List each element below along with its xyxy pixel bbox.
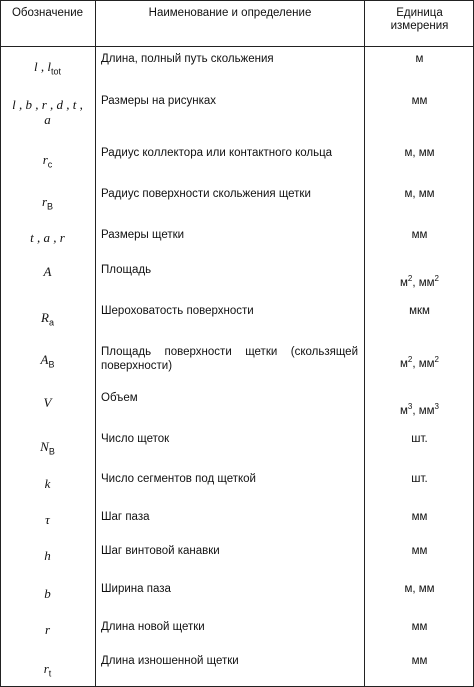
row-name: Размеры щетки	[101, 229, 185, 241]
row-unit: мм	[411, 511, 428, 523]
header-symbol: Обозначение	[11, 7, 84, 19]
row-symbol: k	[44, 476, 51, 491]
row-symbol: $r_B$	[41, 194, 54, 212]
row-unit: мм	[411, 621, 428, 633]
row-symbol: l , $l_{tot}$	[34, 59, 61, 77]
row-symbol: l , b , r , d , t ,	[12, 97, 83, 112]
header-unit-line1: Единица	[396, 7, 443, 19]
row-symbol: τ	[45, 512, 50, 527]
row-name: Число сегментов под щеткой	[101, 473, 256, 485]
row-symbol: $R_a$	[41, 310, 54, 328]
table-border-top	[0, 0, 474, 1]
row-name: Шаг винтовой канавки	[101, 545, 220, 557]
row-symbol: t , a , r	[30, 230, 65, 245]
row-unit: м, мм	[404, 583, 435, 595]
row-unit: шт.	[411, 433, 428, 445]
row-name: Площадь поверхности щетки (скользящей поверхности)	[101, 346, 358, 372]
row-unit: мм	[411, 655, 428, 667]
row-unit: мм	[411, 95, 428, 107]
row-name: Ширина паза	[101, 583, 171, 595]
row-unit: м, мм	[404, 147, 435, 159]
row-name: Радиус поверхности скольжения щетки	[101, 188, 311, 200]
row-name: Площадь	[101, 264, 152, 276]
row-symbol: $N_B$	[40, 439, 55, 457]
row-unit: $м^2$, $мм^2$	[399, 355, 439, 370]
row-symbol: $r_t$	[43, 661, 52, 679]
row-name: Размеры на рисунках	[101, 95, 217, 107]
header-divider	[0, 46, 474, 47]
row-symbol: A	[43, 264, 52, 279]
column-divider	[95, 0, 96, 687]
row-name: Длина изношенной щетки	[101, 655, 239, 667]
header-name: Наименование и определение	[148, 7, 312, 19]
row-symbol: h	[44, 548, 51, 563]
row-unit: $м^2$, $мм^2$	[399, 274, 439, 289]
row-unit: м	[415, 53, 424, 65]
row-unit: $м^3$, $мм^3$	[399, 402, 439, 417]
row-unit: мм	[411, 229, 428, 241]
row-unit: мкм	[409, 305, 430, 317]
row-symbol-line2: a	[44, 112, 51, 127]
row-name: Объем	[101, 392, 138, 404]
row-name: Число щеток	[101, 433, 170, 445]
row-symbol: $A_B$	[40, 352, 55, 370]
row-symbol: r	[44, 622, 51, 637]
row-name: Радиус коллектора или контактного кольца	[101, 147, 333, 159]
header-unit-line2: измерения	[390, 20, 449, 32]
row-unit: мм	[411, 545, 428, 557]
row-name: Шаг паза	[101, 511, 150, 523]
row-unit: шт.	[411, 473, 428, 485]
row-symbol: V	[43, 395, 52, 410]
row-symbol: b	[44, 586, 51, 601]
row-name: Длина новой щетки	[101, 621, 205, 633]
row-symbol: $r_c$	[42, 152, 53, 170]
row-name: Шероховатость поверхности	[101, 305, 254, 317]
row-name: Длина, полный путь скольжения	[101, 53, 274, 65]
row-unit: м, мм	[404, 188, 435, 200]
